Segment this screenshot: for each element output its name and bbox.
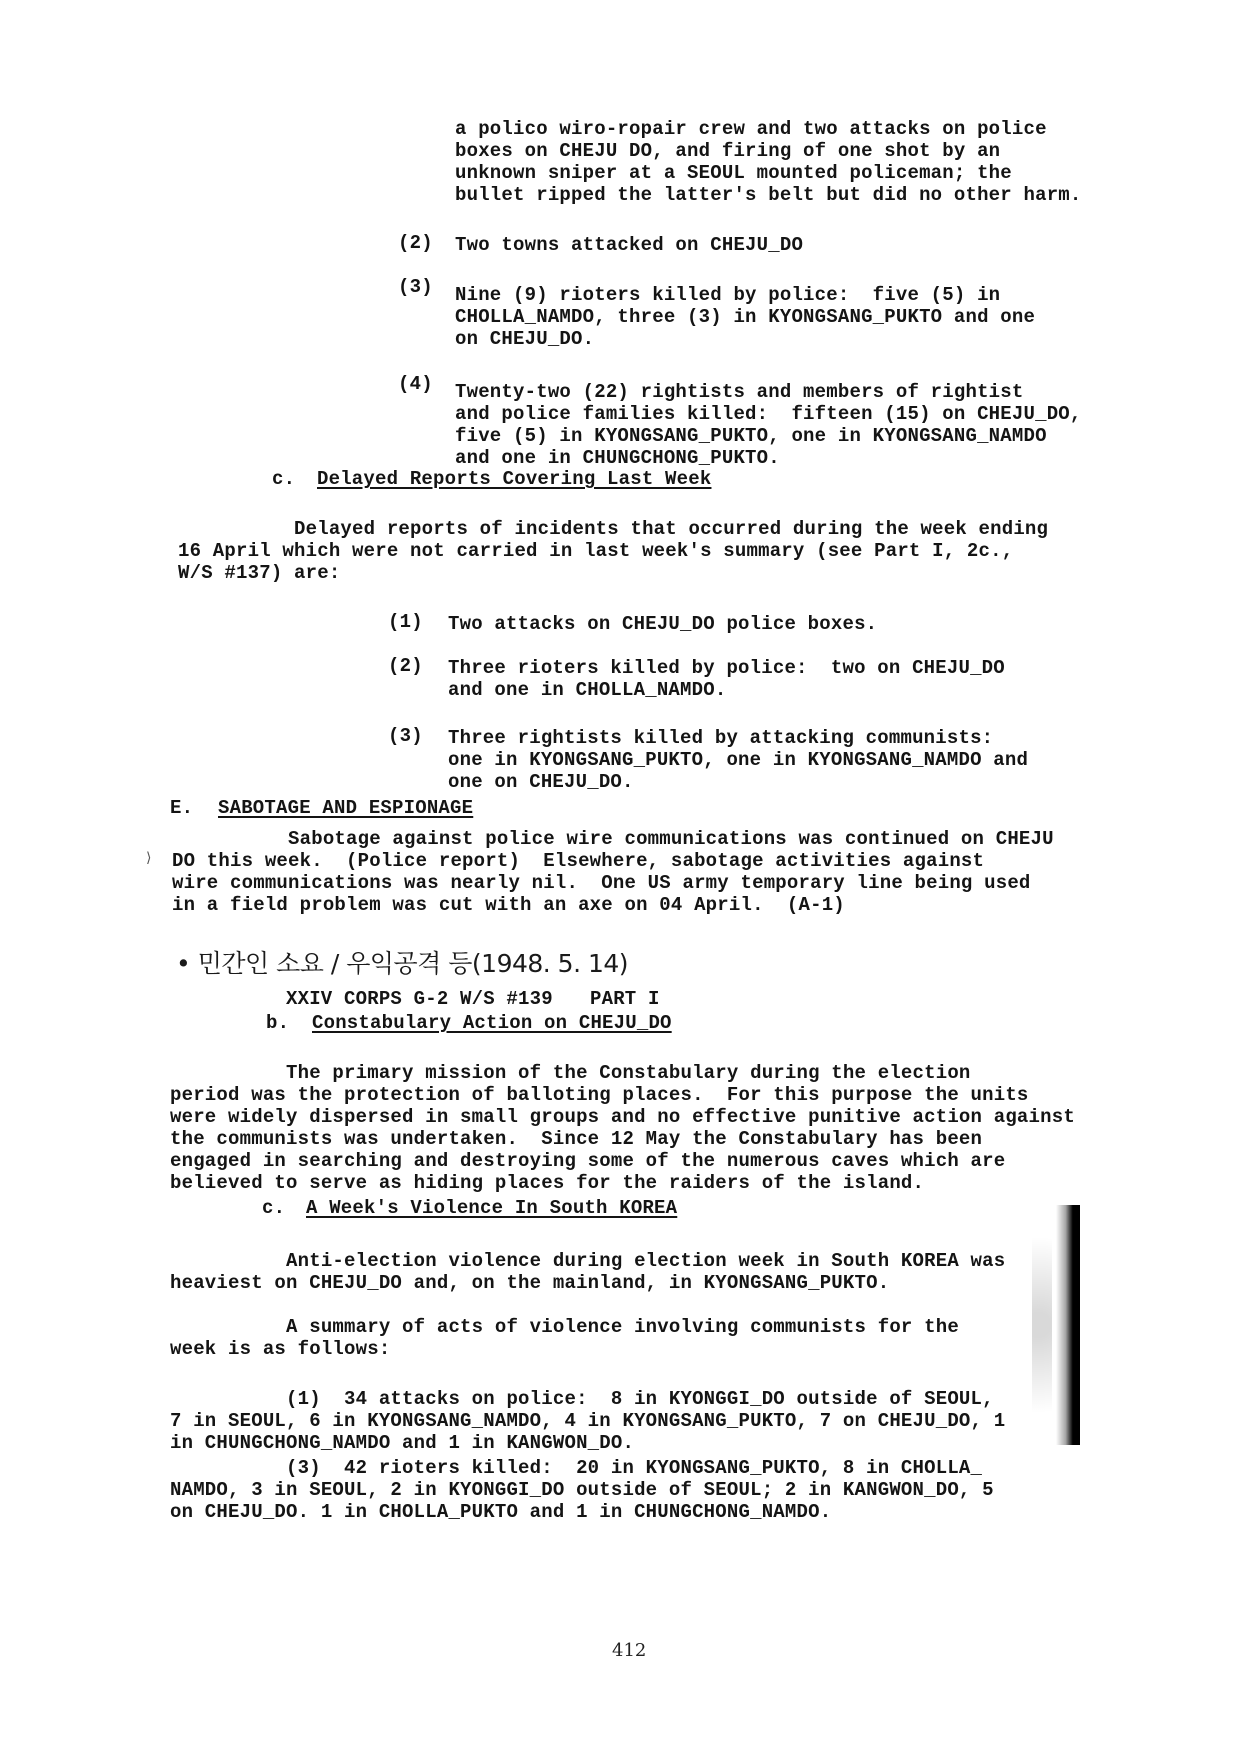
paragraph-line: wire communications was nearly nil. One US army temporary line being used: [172, 872, 1031, 894]
scan-artifact: [1032, 1200, 1052, 1450]
list-item: and police families killed: fifteen (15) on CHEJU_DO,: [455, 403, 1082, 425]
section-marker: c.: [262, 1197, 286, 1219]
list-number: (2): [388, 655, 423, 677]
section-heading: SABOTAGE AND ESPIONAGE: [218, 797, 474, 819]
paragraph-line: A summary of acts of violence involving communists for the: [170, 1316, 959, 1338]
page-number: 412: [612, 1640, 647, 1661]
list-number: (3): [388, 725, 423, 747]
text-line: boxes on CHEJU DO, and firing of one shot by an: [455, 140, 1001, 162]
paragraph-line: 16 April which were not carried in last week's summary (see Part I, 2c.,: [178, 540, 1014, 562]
text-line: a polico wiro-ropair crew and two attacks on police: [455, 118, 1047, 140]
paragraph-line: period was the protection of balloting places. For this purpose the units: [170, 1084, 1029, 1106]
scan-artifact: [1056, 1205, 1080, 1445]
list-item: five (5) in KYONGSANG_PUKTO, one in KYONGSANG_NAMDO: [455, 425, 1047, 447]
paragraph-line: NAMDO, 3 in SEOUL, 2 in KYONGGI_DO outside of SEOUL; 2 in KANGWON_DO, 5: [170, 1479, 994, 1501]
paragraph-line: (3) 42 rioters killed: 20 in KYONGSANG_PUKTO, 8 in CHOLLA_: [170, 1457, 983, 1479]
list-item: Three rioters killed by police: two on CHEJU_DO: [448, 657, 1005, 679]
list-number: (1): [388, 611, 423, 633]
list-item: Two towns attacked on CHEJU_DO: [455, 234, 804, 256]
paragraph-line: DO this week. (Police report) Elsewhere, sabotage activities against: [172, 850, 985, 872]
paragraph-line: Sabotage against police wire communications was continued on CHEJU: [172, 828, 1054, 850]
paragraph-line: Delayed reports of incidents that occurred during the week ending: [178, 518, 1049, 540]
section-marker: b.: [266, 1012, 290, 1034]
paragraph-line: The primary mission of the Constabulary during the election: [170, 1062, 971, 1084]
paragraph-line: believed to serve as hiding places for the raiders of the island.: [170, 1172, 925, 1194]
paragraph-line: 7 in SEOUL, 6 in KYONGSANG_NAMDO, 4 in KYONGSANG_PUKTO, 7 on CHEJU_DO, 1: [170, 1410, 1006, 1432]
paragraph-line: on CHEJU_DO. 1 in CHOLLA_PUKTO and 1 in CHUNGCHONG_NAMDO.: [170, 1501, 832, 1523]
text-line: bullet ripped the latter's belt but did no other harm.: [455, 184, 1082, 206]
paragraph-line: were widely dispersed in small groups and no effective punitive action against: [170, 1106, 1075, 1128]
section-heading: Constabulary Action on CHEJU_DO: [312, 1012, 672, 1034]
section-heading: Delayed Reports Covering Last Week: [317, 468, 712, 490]
list-number: (4): [398, 373, 433, 395]
paragraph-line: in a field problem was cut with an axe on 04 April. (A-1): [172, 894, 845, 916]
list-item: one in KYONGSANG_PUKTO, one in KYONGSANG_NAMDO and: [448, 749, 1029, 771]
list-item: CHOLLA_NAMDO, three (3) in KYONGSANG_PUKTO and one: [455, 306, 1036, 328]
section-heading: A Week's Violence In South KOREA: [306, 1197, 678, 1219]
list-item: Three rightists killed by attacking communists:: [448, 727, 994, 749]
list-item: on CHEJU_DO.: [455, 328, 595, 350]
paragraph-line: week is as follows:: [170, 1338, 391, 1360]
korean-caption: • 민간인 소요 / 우익공격 등(1948. 5. 14): [176, 949, 629, 978]
list-number: (3): [398, 276, 433, 298]
text-line: unknown sniper at a SEOUL mounted policeman; the: [455, 162, 1012, 184]
list-item: Two attacks on CHEJU_DO police boxes.: [448, 613, 878, 635]
section-marker: E.: [170, 797, 194, 819]
report-part: PART I: [590, 988, 660, 1010]
paragraph-line: the communists was undertaken. Since 12 May the Constabulary has been: [170, 1128, 983, 1150]
paragraph-line: Anti-election violence during election week in South KOREA was: [170, 1250, 1006, 1272]
list-item: Twenty-two (22) rightists and members of rightist: [455, 381, 1024, 403]
paragraph-line: (1) 34 attacks on police: 8 in KYONGGI_DO outside of SEOUL,: [170, 1388, 994, 1410]
paragraph-line: W/S #137) are:: [178, 562, 341, 584]
list-number: (2): [398, 232, 433, 254]
paragraph-line: heaviest on CHEJU_DO and, on the mainland, in KYONGSANG_PUKTO.: [170, 1272, 890, 1294]
list-item: and one in CHUNGCHONG_PUKTO.: [455, 447, 780, 469]
list-item: one on CHEJU_DO.: [448, 771, 634, 793]
margin-mark: ⟩: [146, 850, 152, 866]
paragraph-line: engaged in searching and destroying some of the numerous caves which are: [170, 1150, 1006, 1172]
list-item: and one in CHOLLA_NAMDO.: [448, 679, 727, 701]
section-marker: c.: [272, 468, 296, 490]
paragraph-line: in CHUNGCHONG_NAMDO and 1 in KANGWON_DO.: [170, 1432, 635, 1454]
report-source: XXIV CORPS G-2 W/S #139: [286, 988, 553, 1010]
list-item: Nine (9) rioters killed by police: five (5) in: [455, 284, 1001, 306]
